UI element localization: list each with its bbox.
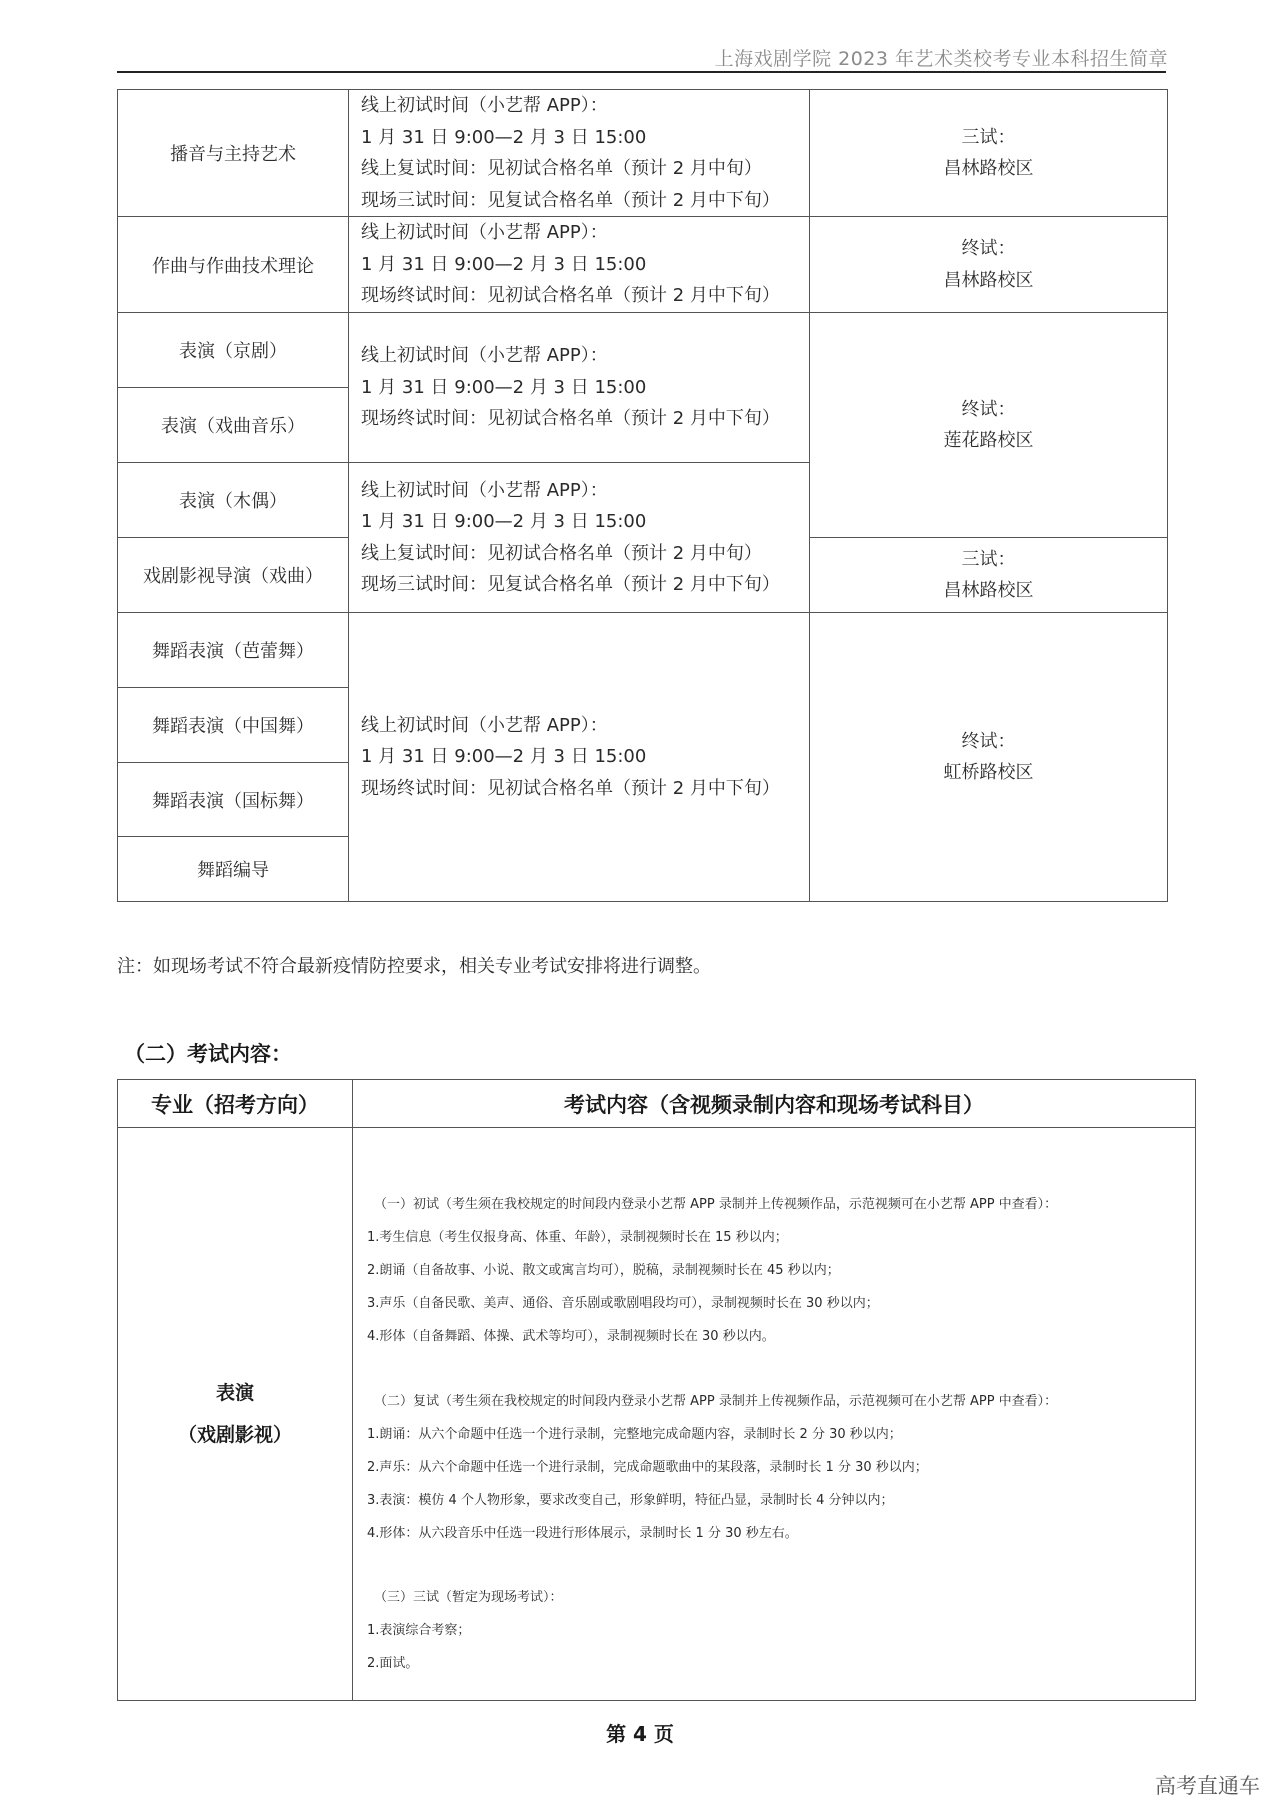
campus-name: 昌林路校区 [943, 269, 1034, 291]
column-header-content: 考试内容（含视频录制内容和现场考试科目） [353, 1080, 1196, 1128]
schedule-line: 现场终试时间：见初试合格名单（预计 2 月中下旬） [361, 777, 780, 799]
location-cell [810, 217, 1168, 313]
schedule-line: 现场终试时间：见初试合格名单（预计 2 月中下旬） [361, 408, 780, 430]
schedule-cell [349, 463, 810, 613]
table-row [118, 1128, 1196, 1701]
major-cell: 播音与主持艺术 [118, 90, 349, 217]
stage-item: 3.表演：模仿 4 个人物形象，要求改变自己，形象鲜明，特征凸显，录制时长 4 分钟以内； [367, 1492, 894, 1508]
schedule-line: 现场终试时间：见初试合格名单（预计 2 月中下旬） [361, 285, 780, 307]
page-number: 第 4 页 [606, 1722, 674, 1746]
table-row [118, 90, 1168, 217]
exam-content-cell [353, 1128, 1196, 1701]
campus-name: 莲花路校区 [943, 430, 1034, 451]
watermark: 高考直通车 [1155, 1774, 1260, 1798]
table-row [118, 613, 1168, 688]
schedule-line: 线上初试时间（小艺帮 APP）： [361, 345, 608, 367]
table-row [118, 313, 1168, 388]
section-title: （二）考试内容： [124, 1042, 292, 1066]
schedule-line: 1 月 31 日 9:00—2 月 3 日 15:00 [361, 376, 647, 398]
stage-heading: （一）初试（考生须在我校规定的时间段内登录小艺帮 APP 录制并上传视频作品，示范视频可在小艺帮 APP 中查看）： [374, 1197, 1058, 1212]
location-cell [810, 538, 1168, 613]
campus-name: 昌林路校区 [943, 158, 1034, 179]
stage-item: 2.声乐：从六个命题中任选一个进行录制，完成命题歌曲中的某段落，录制时长 1 分 30 秒以内； [367, 1459, 928, 1475]
adjustment-note: 注：如现场考试不符合最新疫情防控要求，相关专业考试安排将进行调整。 [117, 956, 711, 977]
major-cell: 表演（京剧） [118, 313, 349, 388]
location-cell [810, 613, 1168, 902]
major-direction: （戏剧影视） [177, 1424, 292, 1446]
exam-stage-label: 三试： [961, 126, 1016, 148]
major-cell: 表演（木偶） [118, 463, 349, 538]
exam-stage-label: 三试： [961, 548, 1016, 570]
schedule-line: 1 月 31 日 9:00—2 月 3 日 15:00 [361, 746, 647, 768]
location-cell [810, 90, 1168, 217]
major-cell: 舞蹈表演（国标舞） [118, 763, 349, 837]
schedule-cell [349, 217, 810, 313]
stage-item: 1.朗诵：从六个命题中任选一个进行录制，完整地完成命题内容，录制时长 2 分 30 秒以内； [367, 1426, 902, 1442]
schedule-line: 线上初试时间（小艺帮 APP）： [361, 479, 608, 501]
stage-item: 4.形体：从六段音乐中任选一段进行形体展示，录制时长 1 分 30 秒左右。 [367, 1525, 798, 1541]
stage-item: 2.面试。 [367, 1656, 419, 1671]
schedule-line: 线上初试时间（小艺帮 APP）： [361, 222, 608, 244]
schedule-line: 线上初试时间（小艺帮 APP）： [361, 714, 608, 736]
schedule-line: 1 月 31 日 9:00—2 月 3 日 15:00 [361, 511, 647, 532]
major-cell: 作曲与作曲技术理论 [118, 217, 349, 313]
major-cell: 戏剧影视导演（戏曲） [118, 538, 349, 613]
major-cell: 表演（戏曲音乐） [118, 388, 349, 463]
exam-stage-label: 终试： [961, 398, 1016, 420]
schedule-cell [349, 90, 810, 217]
stage-item: 1.表演综合考察； [367, 1623, 471, 1638]
major-name: 表演 [215, 1382, 254, 1404]
schedule-line: 线上初试时间（小艺帮 APP）： [361, 95, 608, 116]
schedule-line: 1 月 31 日 9:00—2 月 3 日 15:00 [361, 126, 647, 148]
schedule-line: 1 月 31 日 9:00—2 月 3 日 15:00 [361, 253, 647, 275]
location-cell [810, 313, 1168, 538]
table-row [118, 217, 1168, 313]
stage-item: 4.形体（自备舞蹈、体操、武术等均可），录制视频时长在 30 秒以内。 [367, 1329, 775, 1344]
schedule-cell [349, 613, 810, 902]
stage-heading: （二）复试（考生须在我校规定的时间段内登录小艺帮 APP 录制并上传视频作品，示范视频可在小艺帮 APP 中查看）： [374, 1393, 1058, 1409]
column-header-major: 专业（招考方向） [118, 1080, 353, 1128]
campus-name: 昌林路校区 [943, 580, 1034, 601]
exam-stage-label: 终试： [961, 730, 1016, 752]
schedule-table [117, 89, 1168, 902]
stage-heading: （三）三试（暂定为现场考试）： [374, 1590, 563, 1605]
major-cell: 舞蹈表演（中国舞） [118, 688, 349, 763]
schedule-line: 线上复试时间：见初试合格名单（预计 2 月中旬） [361, 158, 762, 179]
major-cell: 舞蹈表演（芭蕾舞） [118, 613, 349, 688]
header-rule [117, 71, 1166, 73]
table-header-row [118, 1080, 1196, 1128]
schedule-line: 现场三试时间：见复试合格名单（预计 2 月中下旬） [361, 574, 780, 595]
schedule-cell [349, 313, 810, 463]
campus-name: 虹桥路校区 [943, 762, 1034, 783]
exam-content-table [117, 1079, 1196, 1701]
stage-item: 3.声乐（自备民歌、美声、通俗、音乐剧或歌剧唱段均可），录制视频时长在 30 秒以内； [367, 1296, 879, 1311]
schedule-line: 现场三试时间：见复试合格名单（预计 2 月中下旬） [361, 189, 780, 211]
major-cell: 舞蹈编导 [118, 837, 349, 902]
exam-stage-label: 终试： [961, 238, 1016, 259]
major-cell [118, 1128, 353, 1701]
schedule-line: 线上复试时间：见初试合格名单（预计 2 月中旬） [361, 542, 762, 564]
stage-item: 2.朗诵（自备故事、小说、散文或寓言均可），脱稿，录制视频时长在 45 秒以内； [367, 1263, 840, 1278]
document-header-title: 上海戏剧学院 2023 年艺术类校考专业本科招生简章 [714, 48, 1168, 70]
stage-item: 1.考生信息（考生仅报身高、体重、年龄），录制视频时长在 15 秒以内； [367, 1230, 788, 1245]
